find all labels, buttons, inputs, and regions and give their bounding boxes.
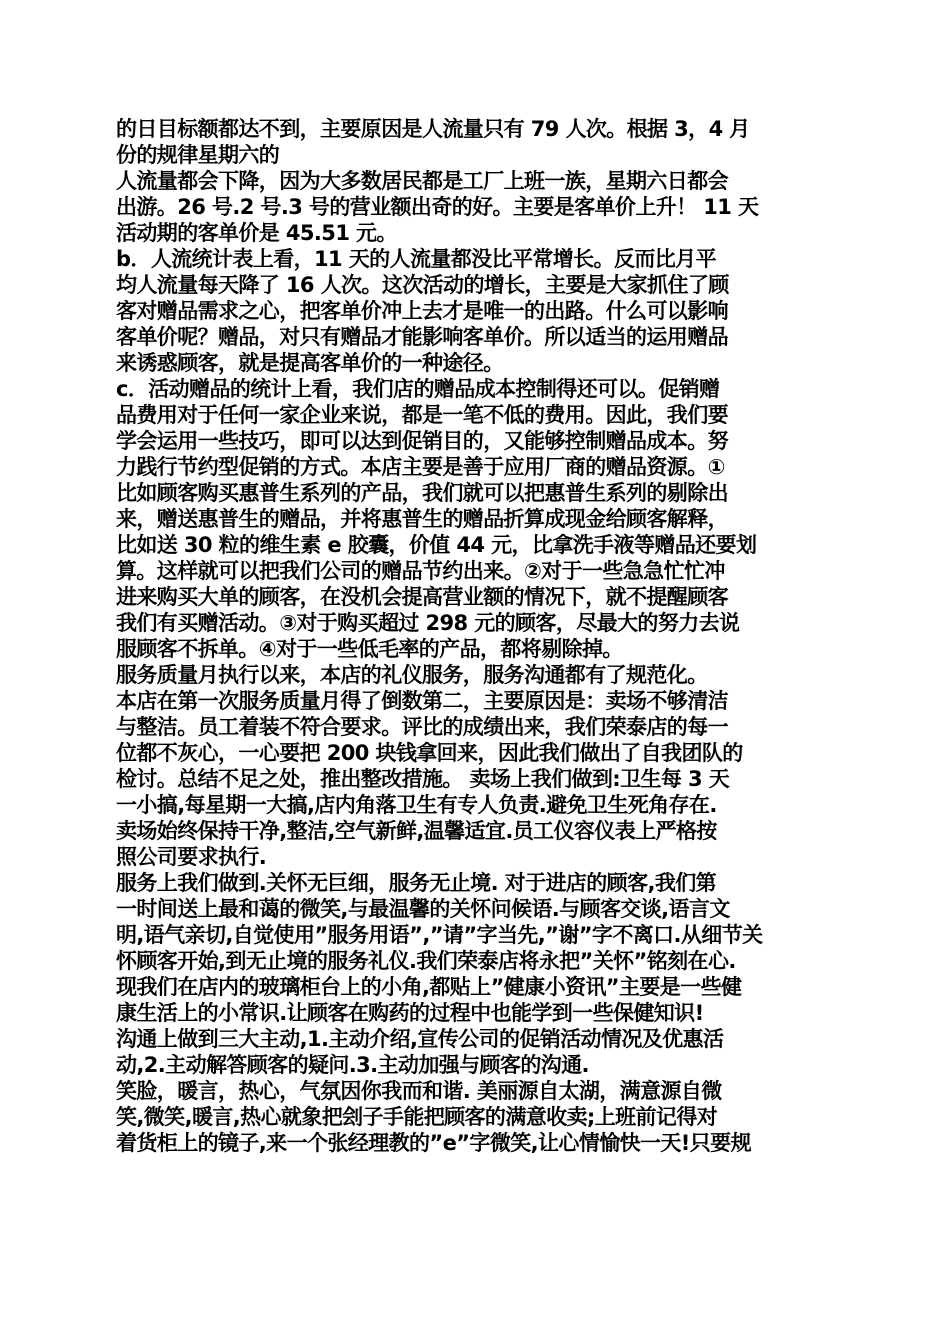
- text-line: 怀顾客开始,到无止境的服务礼仪.我们荣泰店将永把”关怀”铭刻在心.: [116, 949, 736, 973]
- text-line: 着货柜上的镜子,来一个张经理教的”e”字微笑,让心情愉快一天!只要规: [116, 1131, 751, 1155]
- text-line: 份的规律星期六的: [116, 143, 280, 167]
- text-line: 的日目标额都达不到，主要原因是人流量只有 79 人次。根据 3，4 月: [116, 117, 750, 141]
- text-line: 动,2.主动解答顾客的疑问.3.主动加强与顾客的沟通.: [116, 1053, 589, 1077]
- text-line: 一时间送上最和蔼的微笑,与最温馨的关怀问候语.与顾客交谈,语言文: [116, 897, 730, 921]
- text-line: c．活动赠品的统计上看，我们店的赠品成本控制得还可以。促销赠: [116, 377, 720, 401]
- text-line: 出游。26 号.2 号.3 号的营业额出奇的好。主要是客单价上升！ 11 天: [116, 195, 759, 219]
- text-line: 来诱惑顾客，就是提高客单价的一种途径。: [116, 351, 504, 375]
- text-line: 位都不灰心，一心要把 200 块钱拿回来，因此我们做出了自我团队的: [116, 741, 743, 765]
- text-line: 检讨。总结不足之处，推出整改措施。 卖场上我们做到:卫生每 3 天: [116, 767, 730, 791]
- text-line: 沟通上做到三大主动,1.主动介绍,宣传公司的促销活动情况及优惠活: [116, 1027, 724, 1051]
- text-line: 笑脸，暖言，热心，气氛因你我而和谐. 美丽源自太湖，满意源自微: [116, 1079, 722, 1103]
- text-line: 比如送 30 粒的维生素 e 胶囊，价值 44 元，比拿洗手液等赠品还要划: [116, 533, 757, 557]
- text-line: 明,语气亲切,自觉使用”服务用语”,”请”字当先,”谢”字不离口.从细节关: [116, 923, 763, 947]
- text-line: 服务质量月执行以来，本店的礼仪服务，服务沟通都有了规范化。: [116, 663, 708, 687]
- text-line: 与整洁。员工着装不符合要求。评比的成绩出来，我们荣泰店的每一: [116, 715, 728, 739]
- text-line: 品费用对于任何一家企业来说，都是一笔不低的费用。因此，我们要: [116, 403, 728, 427]
- text-line: 学会运用一些技巧，即可以达到促销目的，又能够控制赠品成本。努: [116, 429, 728, 453]
- text-line: 来，赠送惠普生的赠品，并将惠普生的赠品折算成现金给顾客解释，: [116, 507, 728, 531]
- text-line: 我们有买赠活动。③对于购买超过 298 元的顾客，尽最大的努力去说: [116, 611, 740, 635]
- text-line: 算。这样就可以把我们公司的赠品节约出来。②对于一些急急忙忙冲: [116, 559, 725, 583]
- text-line: 服务上我们做到.关怀无巨细，服务无止境. 对于进店的顾客,我们第: [116, 871, 717, 895]
- text-line: 服顾客不拆单。④对于一些低毛率的产品，都将剔除掉。: [116, 637, 623, 661]
- text-line: 活动期的客单价是 45.51 元。: [116, 221, 397, 245]
- text-line: 力践行节约型促销的方式。本店主要是善于应用厂商的赠品资源。①: [116, 455, 725, 479]
- text-line: 人流量都会下降，因为大多数居民都是工厂上班一族，星期六日都会: [116, 169, 728, 193]
- text-line: 客单价呢？赠品，对只有赠品才能影响客单价。所以适当的运用赠品: [116, 325, 728, 349]
- text-line: 照公司要求执行.: [116, 845, 267, 869]
- text-line: 一小搞,每星期一大搞,店内角落卫生有专人负责.避免卫生死角存在.: [116, 793, 717, 817]
- text-line: 卖场始终保持干净,整洁,空气新鲜,温馨适宜.员工仪容仪表上严格按: [116, 819, 717, 843]
- text-line: b．人流统计表上看，11 天的人流量都没比平常增长。反而比月平: [116, 247, 716, 271]
- text-line: 本店在第一次服务质量月得了倒数第二，主要原因是：卖场不够清洁: [116, 689, 728, 713]
- text-line: 现我们在店内的玻璃柜台上的小角,都贴上”健康小资讯”主要是一些健: [116, 975, 742, 999]
- text-line: 客对赠品需求之心，把客单价冲上去才是唯一的出路。什么可以影响: [116, 299, 728, 323]
- text-line: 均人流量每天降了 16 人次。这次活动的增长，主要是大家抓住了顾: [116, 273, 729, 297]
- text-line: 康生活上的小常识.让顾客在购药的过程中也能学到一些保健知识!: [116, 1001, 704, 1025]
- document-body-text: [116, 116, 838, 1156]
- text-line: 笑,微笑,暖言,热心就象把刽子手能把顾客的满意收卖;上班前记得对: [116, 1105, 718, 1129]
- text-line: 比如顾客购买惠普生系列的产品，我们就可以把惠普生系列的剔除出: [116, 481, 728, 505]
- text-line: 进来购买大单的顾客，在没机会提高营业额的情况下，就不提醒顾客: [116, 585, 728, 609]
